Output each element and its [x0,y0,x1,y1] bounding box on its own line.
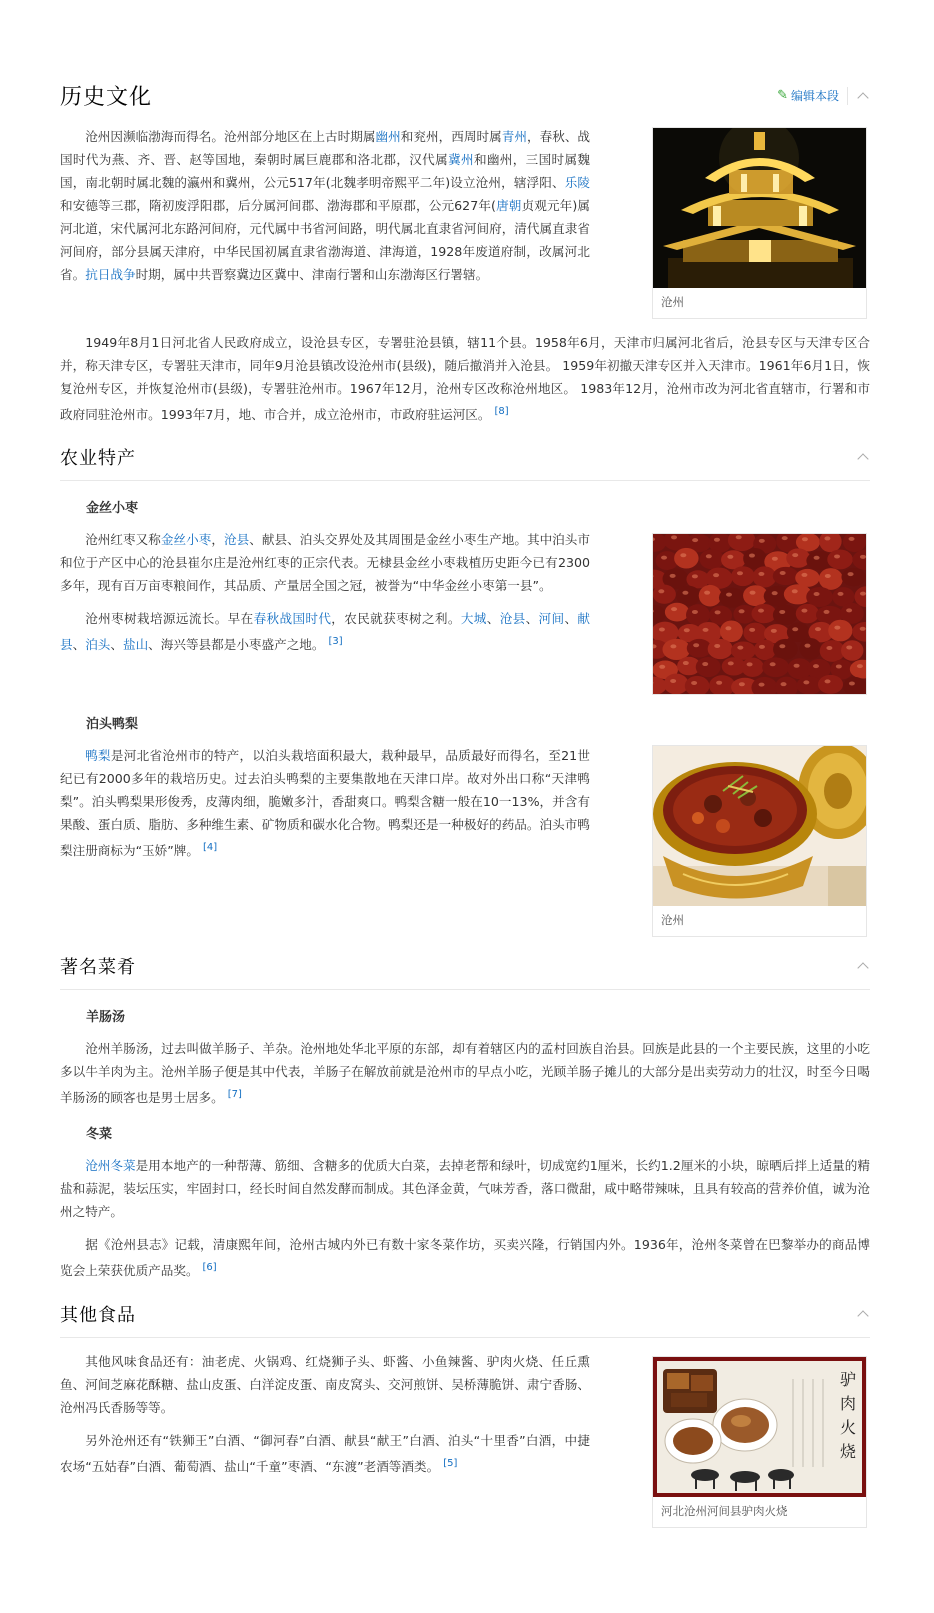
date-fruit [773,605,798,625]
heading-divider [60,1337,870,1338]
date-highlight [703,628,709,632]
date-highlight [758,572,764,576]
date-highlight [772,591,778,595]
date-fruit [806,587,833,607]
preserved-veg-paragraph-2-text: 据《沧州县志》记载，清康熙年间，沧州古城内外已有数十家冬菜作坊，买卖兴隆，行销国内外。1936年，沧州冬菜曾在巴黎举办的商品博览会上荣获优质产品奖。 [60,1237,870,1279]
date-highlight [759,683,765,687]
date-fruit [653,585,676,604]
red-dates-image [653,534,866,694]
mutton-soup-paragraph [60,1037,870,1109]
date-highlight [838,592,844,596]
date-highlight [702,662,708,666]
citation-link[interactable]: [8] [494,406,509,417]
date-highlight [803,681,809,685]
date-highlight [848,572,854,576]
inline-link[interactable]: 冀州 [448,152,474,167]
jujube-figure[interactable] [652,533,867,695]
date-fruit [676,586,700,606]
date-highlight [713,573,719,577]
other-text [60,1350,590,1478]
date-highlight [824,610,830,614]
date-fruit [753,567,777,588]
date-fruit [754,640,776,660]
date-fruit [699,585,722,607]
date-highlight [759,645,765,649]
collapse-icon[interactable] [856,450,870,464]
inline-link[interactable]: 抗日战争 [85,267,136,282]
date-highlight [836,665,842,669]
heading-divider [60,989,870,990]
text-segment: ，春秋、战国时代为燕、齐、晋、赵等国地，秦朝时属巨鹿郡和洛北郡，汉代属 [60,129,591,167]
inline-link[interactable]: 唐朝 [495,198,522,213]
collapse-icon[interactable] [856,1307,870,1321]
date-highlight [670,679,676,683]
date-highlight [749,554,755,558]
inline-link[interactable]: 沧县 [224,532,250,548]
jujube-paragraph-2 [60,607,590,656]
text-segment: 、 [72,637,86,653]
date-highlight [706,554,712,558]
date-highlight [825,680,831,684]
other-paragraph-2 [60,1429,590,1478]
date-highlight [737,646,743,650]
pavilion-night-image [653,128,866,288]
date-fruit [719,588,745,608]
pear-figure[interactable] [652,745,867,937]
pear-text [60,744,590,862]
inline-link[interactable]: 青州 [501,129,527,144]
date-highlight [659,665,665,669]
other-figure[interactable] [652,1356,867,1528]
history-paragraph-2 [60,331,870,426]
citation-link[interactable]: [7] [227,1089,242,1101]
article [60,80,870,1528]
date-highlight [834,626,840,630]
text-segment: 和安德等三郡，隋初废浮阳郡，后分属河间郡、渤海郡和平原郡，公元627年( [60,198,496,213]
inline-link[interactable]: 大城 [460,611,487,627]
date-highlight [849,537,855,541]
text-segment: 、 [110,637,123,653]
text-segment: 沧州枣树栽培源远流长。早在 [85,611,254,627]
date-highlight [846,609,852,613]
date-highlight [716,681,722,685]
inline-link[interactable]: 幽州 [375,129,401,144]
inline-link[interactable]: 沧州冬菜 [85,1158,136,1174]
inline-link[interactable]: 春秋战国时代 [253,611,332,627]
date-highlight [727,555,733,559]
date-highlight [692,610,698,614]
donkey-burger-poster-image [653,1357,866,1497]
jujube-row [60,528,870,695]
date-fruit [827,550,853,570]
date-highlight [750,591,756,595]
date-highlight [670,645,676,649]
subheading-preserved-veg: 冬菜 [86,1127,113,1143]
figure-caption: 河北沧州河间县驴肉火烧 [653,1497,866,1527]
jujube-paragraph-2-text [60,611,590,652]
section-title: 其他食品 [60,1304,136,1326]
date-fruit [741,658,764,677]
date-highlight [693,643,699,647]
mutton-soup-text: 沧州羊肠汤，过去叫做羊肠子、羊杂。沧州地处华北平原的东部，却有着辖区内的孟村回族自治县。回族是此县的一个主要民族，这里的小吃多以牛羊肉为主。沧州羊肠子便是其中代表，羊肠子在解放前就是沧州市的早点小吃，光顾羊肠子摊儿的大部分是出卖劳动力的壮汉，时至今日喝羊肠汤的顾客也是男士居多。 [60,1041,870,1106]
date-highlight [680,553,686,557]
date-highlight [683,661,689,665]
inline-link[interactable]: 河间 [538,611,565,627]
date-fruit [786,549,810,568]
date-highlight [792,627,798,631]
edit-section-button[interactable] [777,87,839,104]
date-fruit [720,621,743,643]
pear-paragraph [60,744,590,862]
preserved-veg-paragraph-2 [60,1233,870,1282]
date-highlight [671,607,677,611]
inline-link[interactable]: 沧县 [499,611,526,627]
date-highlight [801,573,807,577]
date-fruit [674,548,698,569]
date-highlight [834,555,840,559]
section-heading-other [60,1301,870,1327]
date-highlight [671,536,677,540]
date-highlight [815,627,821,631]
date-highlight [846,646,852,650]
heading-divider [60,480,870,481]
subheading-mutton-soup: 羊肠汤 [86,1010,126,1026]
date-highlight [728,662,734,666]
date-highlight [739,609,745,613]
edit-label: 编辑本段 [790,89,839,103]
date-highlight [771,629,777,633]
subheading-pear: 泊头鸭梨 [86,717,139,733]
date-highlight [781,682,787,686]
inline-link[interactable]: 金丝小枣 [160,532,212,548]
section-title: 农业特产 [60,448,136,470]
figure-caption: 沧州 [653,906,866,936]
history-row [60,125,870,319]
section-title: 历史文化 [60,85,153,110]
collapse-icon[interactable] [856,959,870,973]
history-paragraph-1 [60,125,590,286]
date-highlight [659,628,665,632]
text-segment: 、海兴等县都是小枣盛产之地。 [148,637,325,653]
date-highlight [857,664,863,668]
inline-link[interactable]: 盐山 [122,637,149,653]
text-segment: 是河北省沧州市的特产，以泊头栽培面积最大，栽种最早，品质最好而得名，至21世纪已有2000多年的栽培历史。过去泊头鸭梨的主要集散地在天津口岸。故对外出口称“天津鸭梨”。泊头鸭梨果形俊秀，皮薄肉细，脆嫩多汁，香甜爽口。鸭梨含糖一般在10一13%，并含有果酸、蛋白质、脂肪、多种维生素、矿物质和碳水化合物。鸭梨还是一种极好的药品。泊头市鸭梨注册商标为“玉娇”牌。 [60,748,591,859]
date-highlight [804,644,810,648]
date-fruit [841,568,865,586]
date-highlight [813,664,819,668]
date-fruit [665,603,689,622]
date-fruit [662,639,690,660]
date-highlight [814,592,820,596]
text-segment: ，农民就获枣树之利。 [331,611,461,627]
divider [847,87,848,105]
history-figure[interactable] [652,127,867,319]
date-fruit [819,568,843,590]
date-highlight [758,609,764,613]
section-heading-dishes [60,953,870,979]
date-highlight [704,591,710,595]
hotpot-dish-image [653,746,866,906]
other-paragraph-1: 其他风味食品还有：油老虎、火锅鸡、红烧狮子头、虾酱、小鱼辣酱、驴肉火烧、任丘熏鱼、河间芝麻花酥糖、盐山皮蛋、白洋淀皮蛋、南皮窝头、交河煎饼、吴桥薄脆饼、肃宁香肠、沧州冯氏香肠等等。 [60,1353,590,1415]
date-highlight [684,628,690,632]
date-fruit [751,604,776,623]
text-segment: 沧州因濒临渤海而得名。沧州部分地区在上古时期属 [85,129,376,144]
text-segment: 、 [564,611,578,627]
date-highlight [714,538,720,542]
date-fruit [762,658,789,678]
section-tools [777,87,870,105]
date-highlight [826,646,832,650]
date-highlight [792,589,798,593]
inline-link[interactable]: 泊头 [85,637,111,653]
date-fruit [841,640,863,661]
date-fruit [773,639,798,660]
date-highlight [860,627,866,631]
date-highlight [770,662,776,666]
date-fruit [818,675,843,694]
date-highlight [725,626,731,630]
date-highlight [736,535,742,539]
date-highlight [860,555,866,559]
text-segment: 是用本地产的一种帮薄、筋细、含糖多的优质大白菜，去掉老帮和绿叶，切成宽约1厘米，长约1.2厘米的小块，晾晒后拌上适量的精盐和蒜泥，装坛压实，牢固封口，经长时间自然发酵而制成。其色泽金黄，气味芳香，落口微甜，咸中略带辣味，且具有较高的营养价值，诚为沧州之特产。 [60,1158,870,1220]
date-highlight [739,682,745,686]
date-highlight [814,556,820,560]
citation-link[interactable]: [6] [202,1262,217,1274]
date-highlight [759,539,765,543]
text-segment: 、献县、泊头交界处及其周围是金丝小枣生产地。其中泊头市和位于产区中心的沧县崔尔庄是沧州红枣的正宗代表。无棣县金丝小枣栽植历史距今已有2300多年，现有百万亩枣粮间作，其品质、产量居全国之冠，被誉为“中华金丝小枣第一县”。 [60,532,591,594]
poster-calligraphy: 驴肉火烧 [839,1369,857,1461]
date-highlight [682,591,688,595]
date-highlight [714,644,720,648]
history-text [60,125,590,286]
date-highlight [691,681,697,685]
text-segment: 贞观元年)属河北道，宋代属河北东路河间府，元代属中书省河间路，明代属北直隶省河间府，清代属直隶省河间府，部分县属天津府，中华民国初属直隶省渤海道、津海道，1928年废道府制，改属河北省。 [60,198,591,282]
date-fruit [696,657,721,677]
citation-link[interactable]: [5] [443,1457,458,1469]
text-segment: 、 [486,611,500,627]
date-highlight [849,682,855,686]
inline-link[interactable]: 献县 [60,611,590,653]
other-paragraph-2-text: 另外沧州还有“铁狮王”白酒、“御河春”白酒、献县“献王”白酒、泊头“十里香”白酒，中捷农场“五姑春”白酒、葡萄酒、盐山“千童”枣酒、“东渡”老酒等酒类。 [60,1432,590,1474]
pear-paragraph-text [60,748,590,858]
date-fruit [700,549,725,569]
citation-link[interactable]: [4] [203,842,218,854]
date-fruit [708,639,733,659]
date-fruit [773,567,799,585]
section-title: 著名菜肴 [60,957,136,979]
inline-link[interactable]: 鸭梨 [85,748,111,764]
date-highlight [726,593,732,597]
date-highlight [792,553,798,557]
date-fruit [796,604,819,624]
figure-caption: 沧州 [653,288,866,318]
text-segment: 时期，属中共晋察冀边区冀中、津南行署和山东渤海区行署辖。 [135,267,489,282]
text-segment: 沧州红枣又称 [85,532,161,548]
pencil-icon: ✎ [777,88,788,103]
date-highlight [661,556,667,560]
text-segment: 和兖州，西周时属 [400,129,502,144]
section-heading-history [60,80,870,111]
text-segment: 、 [525,611,539,627]
text-segment: 和幽州，三国时属魏国，南北朝时属北魏的瀛州和冀州，公元517年(北魏孝明帝熙平二年)设立沧州，辖浮阳、 [60,152,591,190]
date-highlight [794,664,800,668]
date-highlight [692,575,698,579]
collapse-icon[interactable] [856,89,870,103]
date-highlight [782,536,788,540]
date-highlight [747,663,753,667]
date-highlight [692,538,698,542]
section-heading-agri [60,444,870,470]
citation-link[interactable]: [3] [328,636,343,648]
date-highlight [670,574,676,578]
jujube-text [60,528,590,656]
date-highlight [801,609,807,613]
preserved-veg-paragraph-1 [60,1154,870,1223]
date-fruit [664,674,689,694]
inline-link[interactable]: 乐陵 [564,175,590,190]
date-highlight [737,571,743,575]
date-fruit [828,620,852,642]
date-highlight [749,628,755,632]
pear-row [60,744,870,937]
history-paragraph-2-text: 1949年8月1日河北省人民政府成立，设沧县专区，专署驻沧县镇，辖11个县。1958年6月，天津市归属河北省后，沧县专区与天津专区合并，称天津专区，专署驻天津市，同年9月沧县镇改设沧州市(县级)，随后撤消并入沧县。 1959年初撤天津专区并入天津市。1961年6月1日，恢复沧州专区，并恢复沧州市(县级)，专署驻沧州市。1967年12月，沧州专区改称沧州地区。 1983年12月，沧州市改为河北省直辖市，行署和市政府同驻沧州市。1993年7月，地、市合并，成立沧州市，市政府驻运河区。 [60,335,870,423]
date-fruit [743,548,767,569]
date-highlight [779,644,785,648]
date-fruit [731,566,755,586]
date-fruit [731,642,756,660]
date-highlight [860,592,866,596]
subheading-jujube: 金丝小枣 [86,501,139,517]
date-highlight [825,574,831,578]
date-highlight [658,589,664,593]
other-row [60,1350,870,1528]
date-highlight [824,537,830,541]
date-highlight [802,537,808,541]
jujube-paragraph-1 [60,528,590,597]
date-highlight [779,610,785,614]
date-fruit [799,638,821,659]
date-highlight [715,611,721,615]
date-highlight [772,557,778,561]
date-highlight [780,571,786,575]
text-segment: ， [211,532,225,548]
